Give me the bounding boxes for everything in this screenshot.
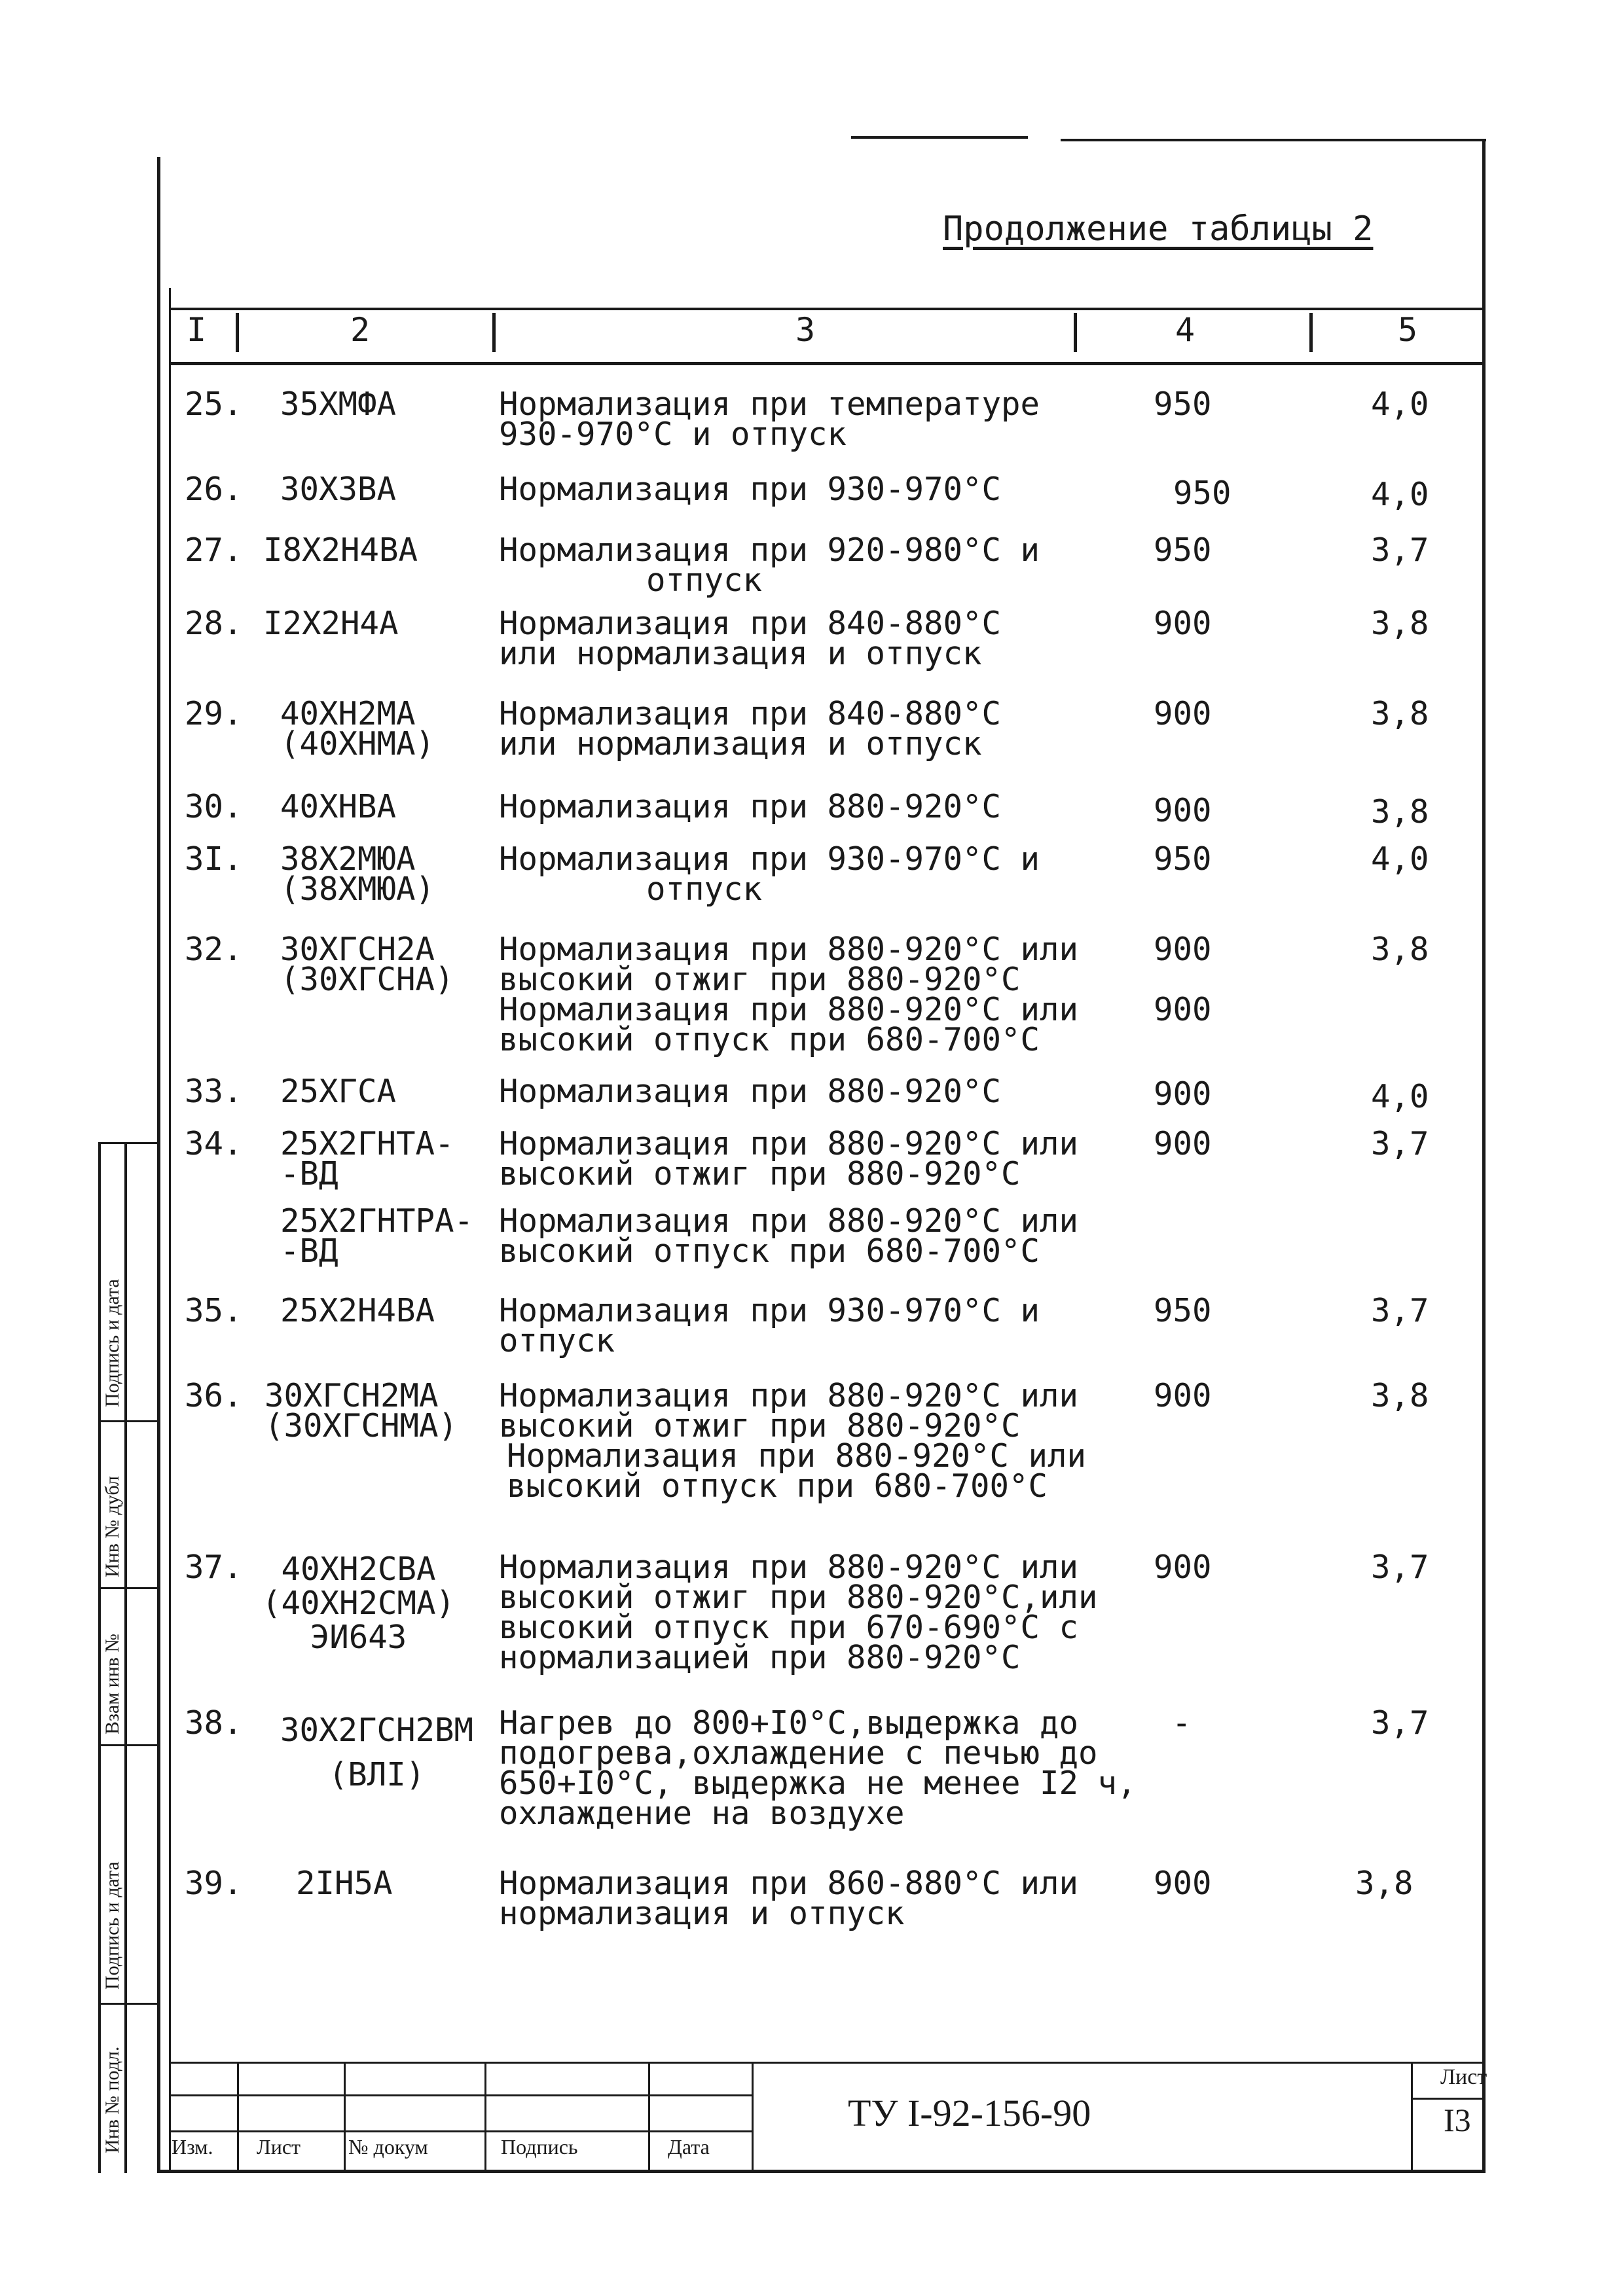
steel-grade: 30ХГСН2А (30ХГСНА) (280, 931, 454, 998)
treatment-text (499, 471, 1140, 508)
temperature-value: 950 (1154, 386, 1212, 423)
treatment-line: Нормализация при 880-920°С или (499, 1377, 1079, 1414)
temperature-value: 900 (1154, 931, 1212, 968)
treatment-text (499, 695, 1140, 762)
treatment-line: или нормализация и отпуск (499, 725, 982, 762)
column5-value: 3,8 (1371, 1377, 1429, 1414)
column-header-5: 5 (1397, 311, 1418, 349)
treatment-text (499, 1292, 1140, 1359)
treatment-line: отпуск (646, 562, 763, 599)
row-number: 35. (185, 1292, 243, 1329)
steel-grade: 30ХГСН2МА (30ХГСНМА) (264, 1377, 458, 1444)
treatment-line: Нормализация при 880-920°С или (499, 1202, 1079, 1240)
temperature-value: 950 (1154, 531, 1212, 569)
column5-value: 3,7 (1371, 1292, 1429, 1329)
stamp-label-doc-number: № докум (348, 2135, 428, 2159)
header-divider-2 (492, 313, 496, 352)
document-code: ТУ I-92-156-90 (848, 2092, 1091, 2134)
side-label-signature-date-1: Подпись и дата (101, 1861, 123, 1990)
side-label-replacement-inv: Взам инв № (101, 1633, 123, 1734)
side-label-inv-original: Инв № подл. (101, 2046, 123, 2153)
treatment-text (499, 386, 1140, 453)
stamp-label-signature: Подпись (501, 2135, 578, 2159)
temperature-value: - (1172, 1704, 1192, 1742)
column-header-1: I (186, 311, 207, 349)
temperature-value: 900 (1154, 1549, 1212, 1586)
treatment-line: высокий отжиг при 880-920°С,или (499, 1579, 1098, 1616)
row-number: 26. (185, 471, 243, 508)
column5-value: 3,7 (1371, 1704, 1429, 1742)
treatment-line: отпуск (499, 1322, 615, 1359)
treatment-text (499, 605, 1140, 672)
stamp-sheet-divider-h (1411, 2098, 1486, 2100)
frame-inner-left-line (169, 288, 171, 2173)
temperature-value: 950 (1154, 840, 1212, 878)
column-header-2: 2 (350, 311, 371, 349)
treatment-line: Нормализация при 880-920°С или (499, 991, 1079, 1028)
side-stamp-divider-2 (98, 1587, 160, 1589)
row-number: 3I. (185, 840, 243, 878)
treatment-line: Нормализация при 860-880°С или (499, 1865, 1079, 1902)
column5-value: 3,7 (1371, 1549, 1429, 1586)
row-number: 27. (185, 531, 243, 569)
stamp-label-date: Дата (668, 2135, 710, 2159)
treatment-text (499, 1125, 1140, 1270)
steel-grade: 40ХН2СВА (40ХН2СМА) ЭИ643 (262, 1551, 456, 1656)
row-number: 37. (185, 1549, 243, 1586)
side-stamp-top-line (98, 1142, 160, 1144)
steel-grade: 35ХМФА (280, 386, 397, 423)
row-number: 32. (185, 931, 243, 968)
header-bottom-line (169, 362, 1486, 365)
stamp-col-line-3 (484, 2062, 486, 2173)
treatment-line: Нормализация при 930-970°С (499, 471, 1002, 508)
stamp-row-line-1 (169, 2094, 752, 2096)
temperature-value: 900 (1154, 792, 1212, 829)
temperature-value: 900 (1154, 605, 1212, 642)
frame-right-line (1482, 141, 1486, 2173)
stamp-sheet-divider-v (1411, 2062, 1413, 2173)
side-stamp-divider-3 (98, 1744, 160, 1746)
steel-grade: I8Х2Н4ВА (263, 531, 418, 569)
sheet-number: I3 (1444, 2102, 1471, 2138)
treatment-line: 650+I0°С, выдержка не менее I2 ч, (499, 1765, 1137, 1802)
row-number: 29. (185, 695, 243, 732)
column5-value: 4,0 (1371, 1078, 1429, 1115)
side-stamp-right-line (124, 1142, 127, 2173)
column5-value: 3,8 (1371, 931, 1429, 968)
temperature-value: 900 (1154, 695, 1212, 732)
treatment-line: нормализация и отпуск (499, 1895, 905, 1932)
treatment-line: Нормализация при 930-970°С и (499, 840, 1040, 878)
treatment-line: высокий отжиг при 880-920°С (499, 1155, 1021, 1193)
temperature-value-2: 900 (1154, 991, 1212, 1028)
frame-bottom-line (157, 2170, 1486, 2173)
treatment-line: Нормализация при 930-970°С и (499, 1292, 1040, 1329)
stamp-col-line-5 (752, 2062, 754, 2173)
side-label-inv-duplicate: Инв № дубл (101, 1476, 123, 1577)
treatment-line: Нормализация при 880-920°С или (499, 1549, 1079, 1586)
treatment-line: Нормализация при 880-920°С (499, 788, 1002, 825)
treatment-line: охлаждение на воздухе (499, 1795, 905, 1832)
treatment-line: Нормализация при 880-920°С или (499, 931, 1079, 968)
treatment-line: Нормализация при температуре (499, 386, 1040, 423)
treatment-text (499, 531, 1140, 599)
steel-grade: 30Х2ГСН2ВМ (ВЛI) (280, 1712, 474, 1793)
temperature-value: 900 (1154, 1125, 1212, 1162)
treatment-text (499, 840, 1140, 908)
treatment-text (499, 931, 1140, 1058)
steel-grade: 2IН5А (296, 1865, 393, 1902)
temperature-value: 950 (1154, 1292, 1212, 1329)
table-caption: Продолжение таблицы 2 (943, 209, 1374, 249)
treatment-line: нормализацией при 880-920°С (499, 1639, 1021, 1676)
stamp-col-line-1 (237, 2062, 239, 2173)
temperature-value: 900 (1154, 1075, 1212, 1113)
stamp-top-line (169, 2062, 1486, 2064)
temperature-value: 900 (1154, 1865, 1212, 1902)
steel-grade: 38Х2МЮА (38ХМЮА) (280, 840, 435, 908)
header-divider-1 (236, 313, 239, 352)
column-header-3: 3 (795, 311, 816, 349)
treatment-line: Нормализация при 880-920°С (499, 1073, 1002, 1110)
temperature-value: 950 (1173, 475, 1231, 512)
treatment-line: Нормализация при 880-920°С или (499, 1125, 1079, 1162)
steel-grade: 25Х2Н4ВА (280, 1292, 435, 1329)
row-number: 34. (185, 1125, 243, 1162)
row-number: 33. (185, 1073, 243, 1110)
row-number: 30. (185, 788, 243, 825)
treatment-line: Нагрев до 800+I0°С,выдержка до (499, 1704, 1079, 1742)
treatment-line: подогрева,охлаждение с печью до (499, 1734, 1098, 1772)
treatment-line: Нормализация при 840-880°С (499, 695, 1002, 732)
treatment-line: Нормализация при 880-920°С или (507, 1437, 1087, 1475)
treatment-line: высокий отжиг при 880-920°С (499, 961, 1021, 998)
side-stamp-left-line (98, 1142, 101, 2173)
treatment-text (499, 1377, 1140, 1505)
treatment-line: высокий отпуск при 680-700°С (499, 1232, 1040, 1270)
stamp-row-line-2 (169, 2130, 752, 2132)
treatment-line: высокий отпуск при 680-700°С (507, 1467, 1048, 1505)
row-number: 28. (185, 605, 243, 642)
frame-top-line-a (851, 136, 1028, 139)
side-label-signature-date-2: Подпись и дата (101, 1279, 123, 1407)
treatment-text (499, 1549, 1140, 1676)
stamp-col-line-2 (344, 2062, 346, 2173)
treatment-line: Нормализация при 920-980°С и (499, 531, 1040, 569)
column5-value: 3,8 (1371, 793, 1429, 831)
treatment-text (499, 1865, 1140, 1932)
row-number: 36. (185, 1377, 243, 1414)
frame-top-line-b (1061, 139, 1486, 141)
treatment-line: Нормализация при 840-880°С (499, 605, 1002, 642)
treatment-line: высокий отжиг при 880-920°С (499, 1407, 1021, 1444)
side-stamp-divider-4 (98, 2003, 160, 2005)
treatment-text (499, 788, 1140, 825)
row-number: 39. (185, 1865, 243, 1902)
steel-grade: I2Х2Н4А (263, 605, 399, 642)
stamp-label-sheet: Лист (257, 2135, 301, 2159)
treatment-line: 930-970°С и отпуск (499, 416, 847, 453)
frame-left-line (157, 157, 160, 2173)
column5-value: 3,8 (1355, 1865, 1413, 1902)
steel-grade: 30Х3ВА (280, 471, 397, 508)
column5-value: 4,0 (1371, 386, 1429, 423)
stamp-col-line-4 (648, 2062, 650, 2173)
header-top-line (169, 308, 1486, 310)
steel-grade: 25ХГСА (280, 1073, 397, 1110)
stamp-label-change: Изм. (172, 2135, 213, 2159)
treatment-text (499, 1073, 1140, 1110)
treatment-line: высокий отпуск при 680-700°С (499, 1021, 1040, 1058)
column5-value: 4,0 (1371, 840, 1429, 878)
treatment-text (499, 1704, 1140, 1832)
column5-value: 3,7 (1371, 1125, 1429, 1162)
treatment-line: высокий отпуск при 670-690°С с (499, 1609, 1079, 1646)
column-header-4: 4 (1175, 311, 1195, 349)
sheet-label: Лист (1440, 2065, 1487, 2089)
column5-value: 4,0 (1371, 476, 1429, 513)
steel-grade: 40ХНВА (280, 788, 397, 825)
steel-grade-2: 25Х2ГНТРА- -ВД (280, 1202, 474, 1270)
temperature-value: 900 (1154, 1377, 1212, 1414)
header-divider-4 (1309, 313, 1313, 352)
treatment-line: или нормализация и отпуск (499, 635, 982, 672)
treatment-line: отпуск (646, 870, 763, 908)
steel-grade: 25Х2ГНТА- -ВД (280, 1125, 454, 1193)
steel-grade: 40ХН2МА (40ХНМА) (280, 695, 435, 762)
row-number: 25. (185, 386, 243, 423)
column5-value: 3,8 (1371, 605, 1429, 642)
side-stamp-divider-1 (98, 1420, 160, 1422)
header-divider-3 (1074, 313, 1077, 352)
row-number: 38. (185, 1704, 243, 1742)
column5-value: 3,8 (1371, 695, 1429, 732)
column5-value: 3,7 (1371, 531, 1429, 569)
